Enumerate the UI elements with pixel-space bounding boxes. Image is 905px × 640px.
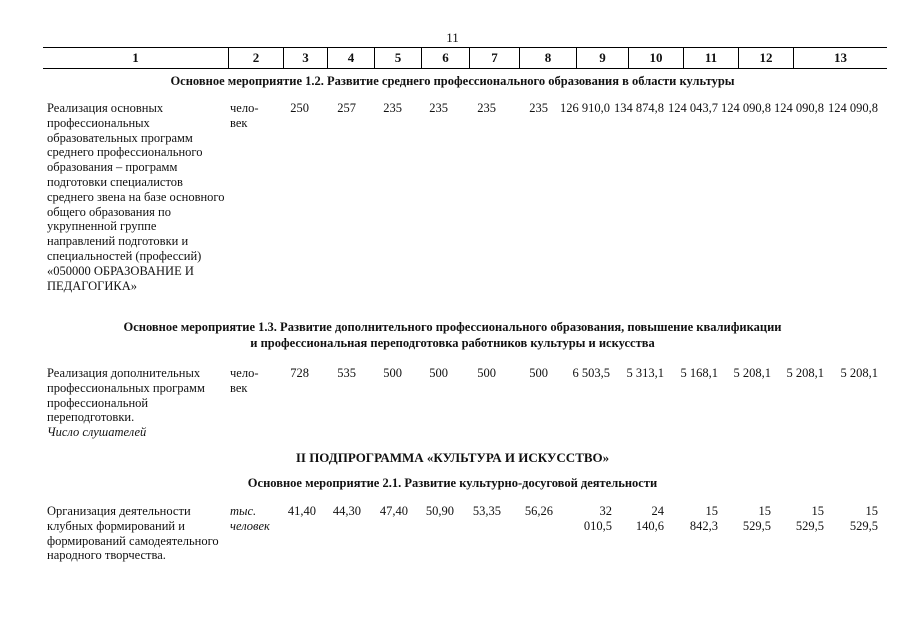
row-1-3-value: 500 bbox=[477, 366, 496, 380]
row-1-2-value: 235 bbox=[529, 101, 548, 115]
row-1-2-value: 134 874,8 bbox=[614, 101, 664, 115]
section-2-1-title: Основное мероприятие 2.1. Развитие культурно-досуговой деятельности bbox=[247, 476, 658, 490]
row-2-1-unit bbox=[230, 504, 280, 534]
row-2-1-value: 47,40 bbox=[379, 504, 408, 518]
row-1-3-unit bbox=[230, 366, 280, 396]
row-1-2-value: 126 910,0 bbox=[560, 101, 610, 115]
row-1-3-value: 5 208,1 bbox=[840, 366, 878, 380]
row-2-1-value: 15 529,5 bbox=[742, 504, 771, 533]
header-col-10: 10 bbox=[628, 48, 683, 68]
row-2-1-value: 44,30 bbox=[332, 504, 361, 518]
header-col-11: 11 bbox=[683, 48, 738, 68]
row-1-3-value: 6 503,5 bbox=[572, 366, 610, 380]
header-col-12: 12 bbox=[738, 48, 793, 68]
row-1-3-description bbox=[47, 366, 225, 440]
header-col-8: 8 bbox=[519, 48, 576, 68]
row-1-2-value: 124 090,8 bbox=[721, 101, 771, 115]
row-1-3-value: 500 bbox=[429, 366, 448, 380]
row-1-3-value: 535 bbox=[337, 366, 356, 380]
header-col-9: 9 bbox=[576, 48, 628, 68]
row-1-2-value: 124 090,8 bbox=[828, 101, 878, 115]
row-1-3-value: 5 168,1 bbox=[680, 366, 718, 380]
header-col-3: 3 bbox=[283, 48, 327, 68]
header-col-5: 5 bbox=[374, 48, 421, 68]
row-2-1-unit-text: тыс. человек bbox=[230, 504, 270, 533]
header-col-4: 4 bbox=[327, 48, 374, 68]
row-1-2-value: 235 bbox=[477, 101, 496, 115]
row-2-1-value: 50,90 bbox=[425, 504, 454, 518]
row-1-2-value: 235 bbox=[383, 101, 402, 115]
row-1-2-unit-text: чело- век bbox=[230, 101, 259, 130]
header-col-1: 1 bbox=[132, 50, 139, 65]
row-1-3-value: 500 bbox=[529, 366, 548, 380]
header-col-7: 7 bbox=[469, 48, 519, 68]
row-2-1-value: 41,40 bbox=[287, 504, 316, 518]
subprogram-title: II ПОДПРОГРАММА «КУЛЬТУРА И ИСКУССТВО» bbox=[295, 450, 610, 465]
section-1-3-title-line1: Основное мероприятие 1.3. Развитие дополнительного профессионального образования, повышение квалификации bbox=[123, 320, 782, 334]
row-1-2-value: 235 bbox=[429, 101, 448, 115]
header-col-13: 13 bbox=[793, 48, 887, 68]
row-1-2-description: Реализация основных профессиональных образовательных программ среднего профессионального образования – программ подготовки специалистов среднего звена на базе основного общего образования по укрупненной группе направлений подготовки и специальностей (профессий) «050000 ОБРАЗОВАНИЕ И ПЕДАГОГИКА» bbox=[47, 101, 225, 293]
page-number: 11 bbox=[446, 30, 459, 45]
row-1-3-unit-text: чело- век bbox=[230, 366, 259, 395]
row-2-1-value: 15 842,3 bbox=[689, 504, 718, 533]
row-1-3-value: 5 313,1 bbox=[626, 366, 664, 380]
header-col-2: 2 bbox=[228, 48, 283, 68]
row-1-2-value: 250 bbox=[290, 101, 309, 115]
row-2-1-value: 24 140,6 bbox=[635, 504, 664, 533]
row-2-1-value: 53,35 bbox=[472, 504, 501, 518]
row-1-3-value: 5 208,1 bbox=[733, 366, 771, 380]
row-1-3-value: 728 bbox=[290, 366, 309, 380]
row-1-3-description-italic: Число слушателей bbox=[47, 425, 147, 440]
row-1-2-value: 124 043,7 bbox=[668, 101, 718, 115]
row-1-3-description-text: Реализация дополнительных профессиональных программ профессиональной переподготовки. bbox=[47, 366, 205, 425]
row-2-1-value: 56,26 bbox=[524, 504, 553, 518]
row-2-1-value: 15 529,5 bbox=[849, 504, 878, 533]
row-2-1-description: Организация деятельности клубных формирований и формирований самодеятельного народного творчества. bbox=[47, 504, 219, 563]
row-1-2-unit bbox=[230, 101, 280, 131]
row-1-3-value: 5 208,1 bbox=[786, 366, 824, 380]
row-1-2-value: 257 bbox=[337, 101, 356, 115]
header-col-6: 6 bbox=[421, 48, 469, 68]
row-1-2-value: 124 090,8 bbox=[774, 101, 824, 115]
row-1-3-value: 500 bbox=[383, 366, 402, 380]
table-header-row bbox=[43, 47, 887, 69]
row-2-1-value: 15 529,5 bbox=[795, 504, 824, 533]
section-1-2-title: Основное мероприятие 1.2. Развитие среднего профессионального образования в области культуры bbox=[170, 74, 735, 88]
section-1-3-title-line2: и профессиональная переподготовка работников культуры и искусства bbox=[250, 336, 655, 350]
row-2-1-value: 32 010,5 bbox=[583, 504, 612, 533]
